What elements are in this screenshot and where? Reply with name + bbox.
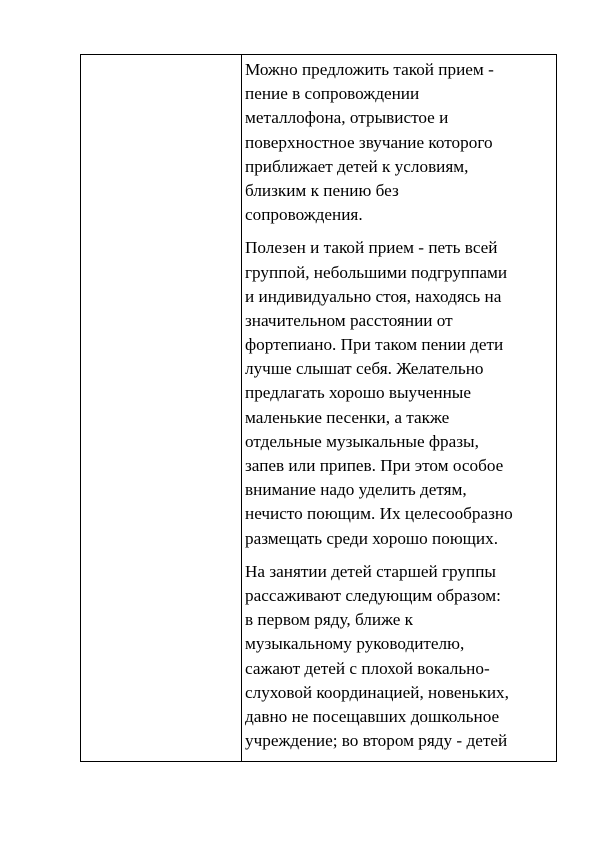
text-line: металлофона, отрывистое и [245,108,449,128]
text-line: На занятии детей старшей группы [245,561,496,581]
text-line: Можно предложить такой прием - [245,60,494,79]
text-line: пение в сопровождении [245,84,420,104]
text-line: фортепиано. При таком пении дети [245,335,504,355]
text-line: сажают детей с плохой вокально- [245,658,490,678]
text-line: давно не посещавших дошкольное [245,706,500,726]
text-line: поверхностное звучание которого [245,132,493,152]
text-line: размещать среди хорошо поющих. [245,528,499,548]
text-line: нечисто поющим. Их целесообразно [245,504,513,524]
paragraph [245,58,554,227]
text-line: отдельные музыкальные фразы, [245,431,479,451]
text-line: предлагать хорошо выученные [245,383,471,403]
text-line: рассаживают следующим образом: [245,585,501,605]
table-right-cell [245,58,554,762]
text-line: сопровождения. [245,205,363,225]
table-left-cell [81,55,241,761]
text-table [80,54,557,762]
text-line: слуховой координацией, новеньких, [245,682,509,702]
text-line: учреждение; во втором ряду - детей [245,731,508,751]
text-line: близким к пению без [245,180,399,200]
text-line: Полезен и такой прием - петь всей [245,238,498,258]
text-line: маленькие песенки, а также [245,407,450,427]
text-line: и индивидуально стоя, находясь на [245,286,502,306]
text-line: группой, небольшими подгруппами [245,262,508,282]
text-line: значительном расстоянии от [245,310,453,330]
text-line: внимание надо уделить детям, [245,480,467,500]
text-line: лучше слышат себя. Желательно [245,359,484,379]
text-line: запев или припев. При этом особое [245,456,504,475]
paragraph [245,560,554,754]
paragraph [245,236,554,550]
text-line: приближает детей к условиям, [245,156,469,176]
text-line: музыкальному руководителю, [245,634,465,654]
column-divider [241,55,242,761]
text-line: в первом ряду, ближе к [245,610,413,630]
